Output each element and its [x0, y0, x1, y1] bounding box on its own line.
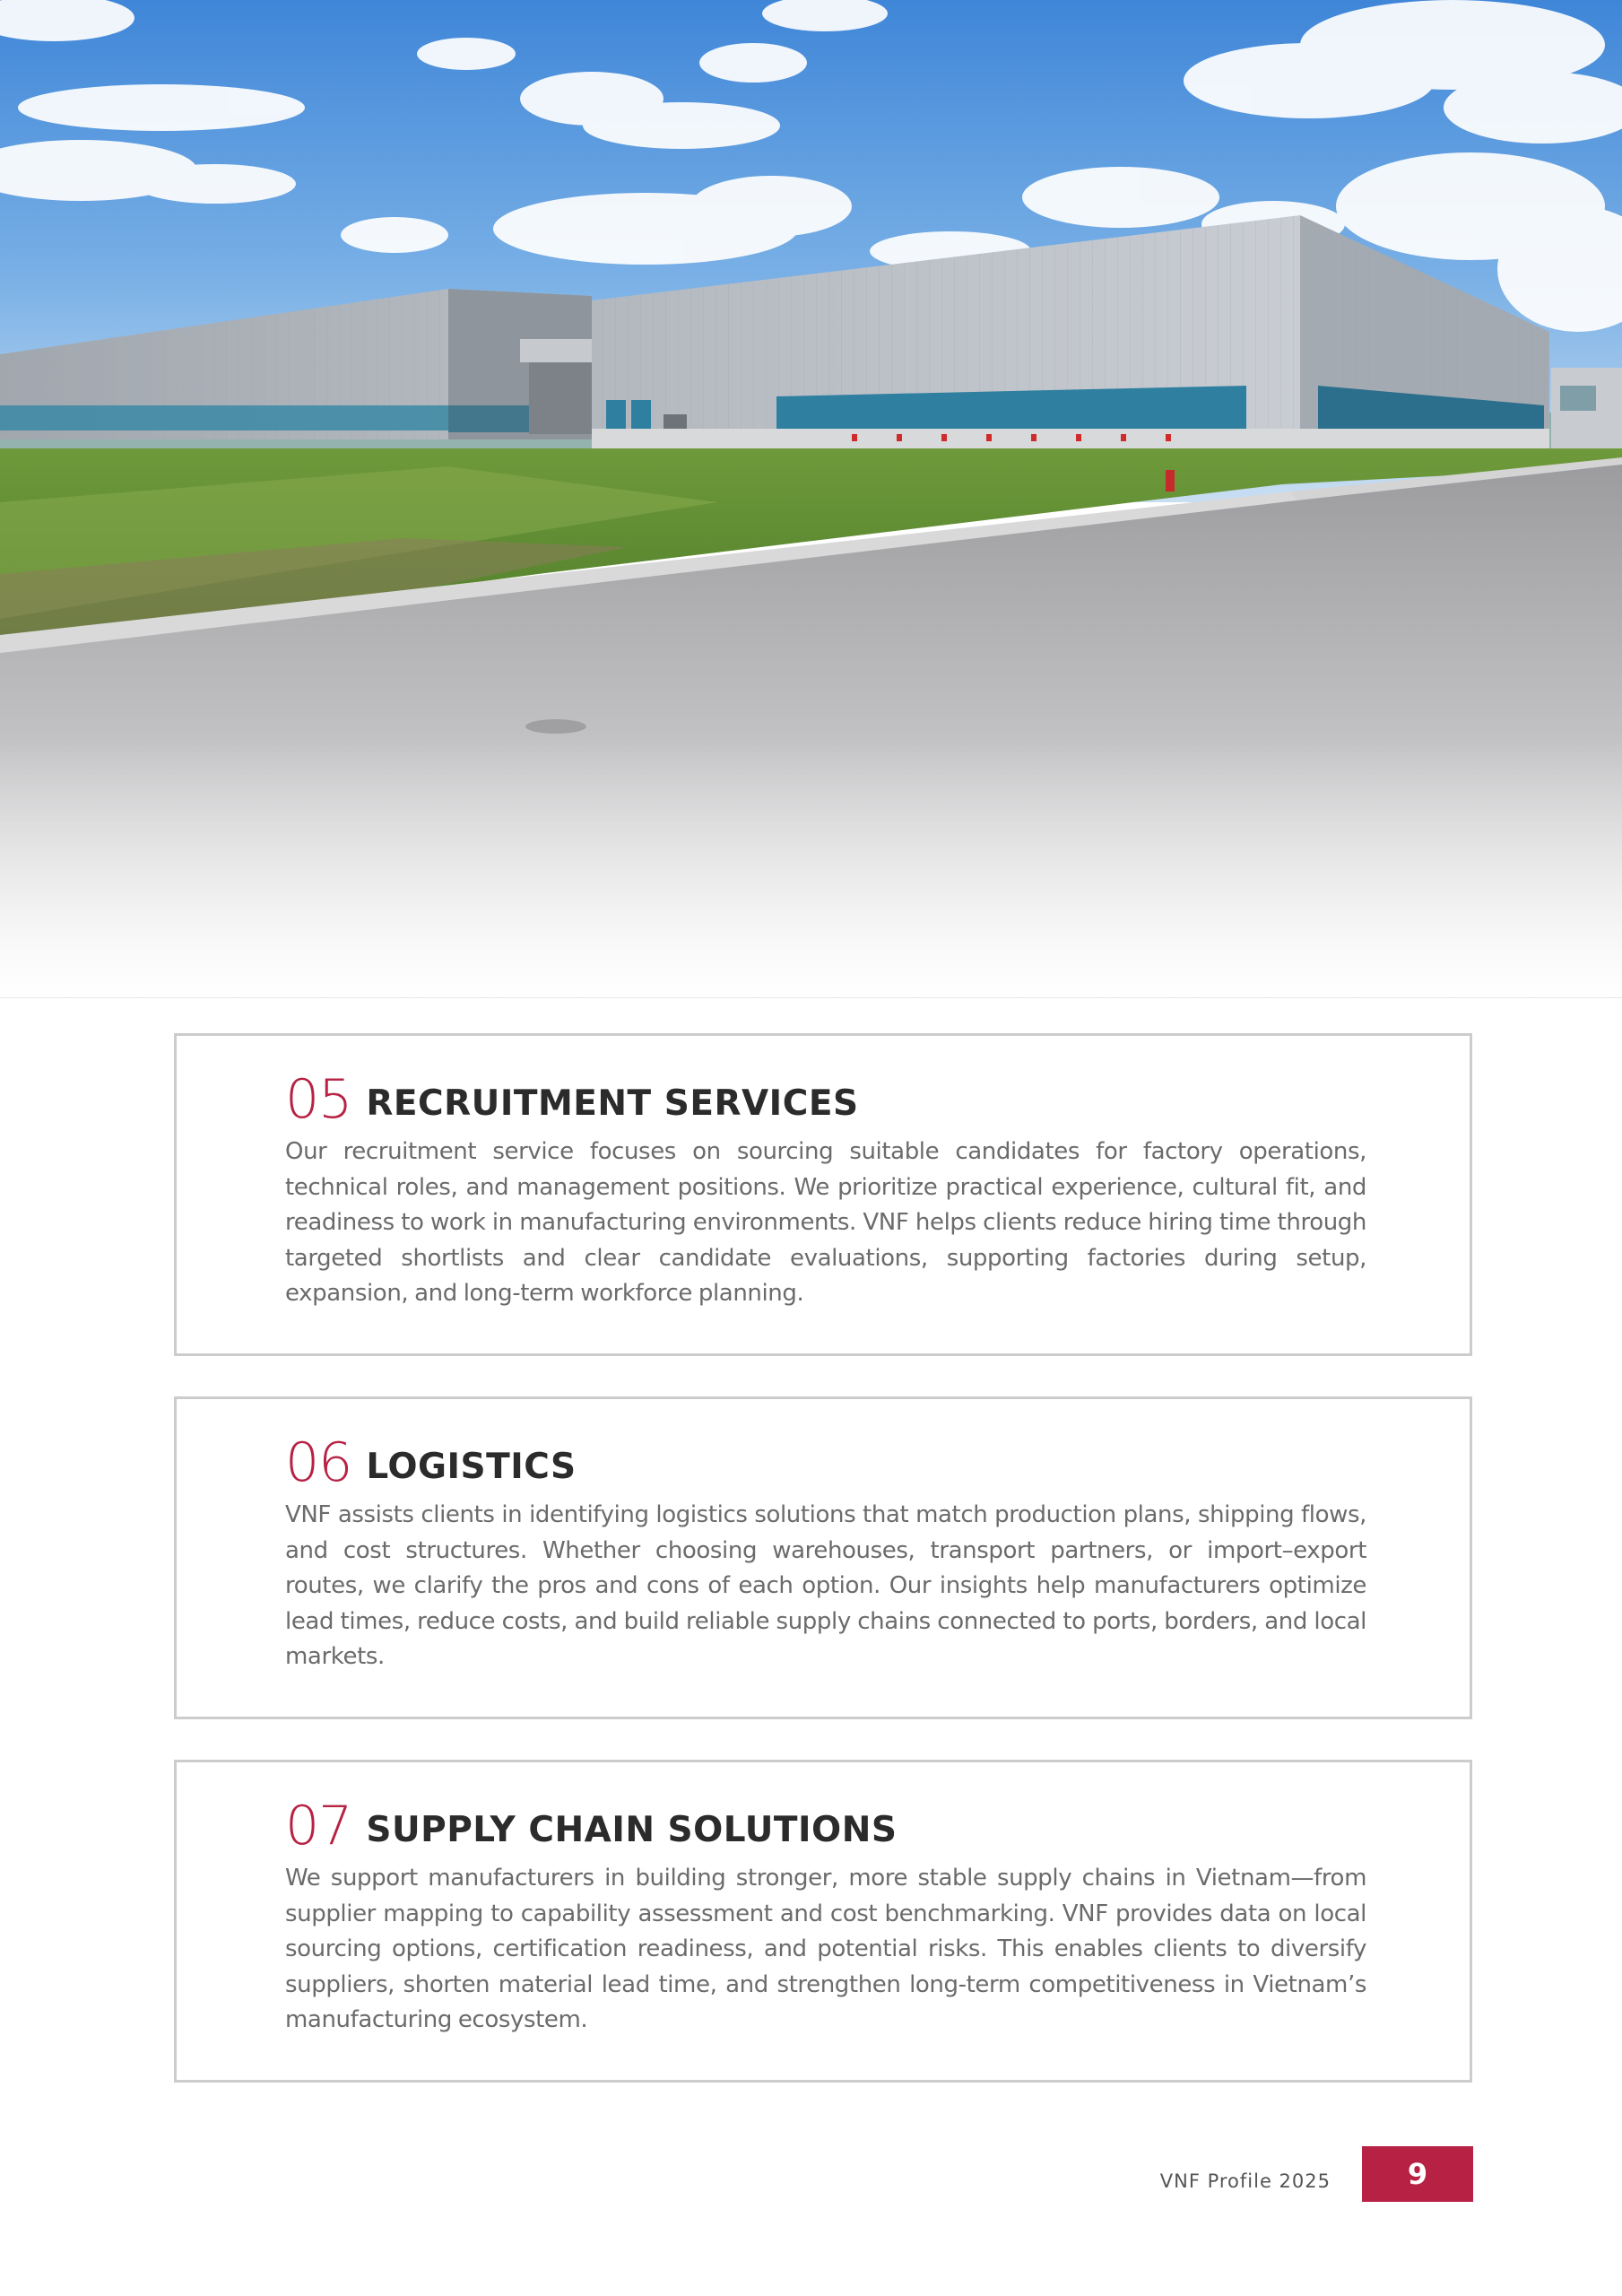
hero-factory-photo: [0, 0, 1622, 998]
factory-illustration: [0, 0, 1622, 997]
service-description: VNF assists clients in identifying logistics solutions that match production plans, shipping flows, and cost structures. Whether choosing warehouses, transport partners, or import–export routes, we clarify the pros and cons of each option. Our insights help manufacturers optimize lead times, reduce costs, and build reliable supply chains connected to ports, borders, and local markets.: [285, 1501, 1366, 1670]
service-card-content: [285, 1068, 1366, 1312]
service-heading: SUPPLY CHAIN SOLUTIONS: [366, 1810, 898, 1850]
service-card-content: [285, 1431, 1366, 1675]
service-description: Our recruitment service focuses on sourcing suitable candidates for factory operations, technical roles, and management positions. We prioritize practical experience, cultural fit, and readiness to work in manufacturing environments. VNF helps clients reduce hiring time through targeted shortlists and clear candidate evaluations, supporting factories during setup, expansion, and long-term workforce planning.: [285, 1138, 1366, 1307]
service-title-row: [285, 1068, 1366, 1131]
service-card-logistics: [174, 1396, 1472, 1719]
service-title-row: [285, 1795, 1366, 1857]
service-title-row: [285, 1431, 1366, 1494]
service-number: 07: [285, 1795, 352, 1857]
service-number: 05: [285, 1068, 352, 1131]
page-number-badge: 9: [1362, 2146, 1473, 2202]
service-heading: LOGISTICS: [366, 1447, 577, 1487]
service-description: We support manufacturers in building stronger, more stable supply chains in Vietnam—from supplier mapping to capability assessment and cost benchmarking. VNF provides data on local sourcing options, certification readiness, and potential risks. This enables clients to diversify suppliers, shorten material lead time, and strengthen long-term competitiveness in Vietnam’s manufacturing ecosystem.: [285, 1865, 1366, 2033]
service-card-supply-chain: [174, 1760, 1472, 2083]
service-number: 06: [285, 1431, 352, 1494]
footer-profile-label: VNF Profile 2025: [1159, 2170, 1331, 2192]
service-card-recruitment: [174, 1033, 1472, 1356]
service-card-content: [285, 1795, 1366, 2039]
service-heading: RECRUITMENT SERVICES: [366, 1083, 859, 1124]
